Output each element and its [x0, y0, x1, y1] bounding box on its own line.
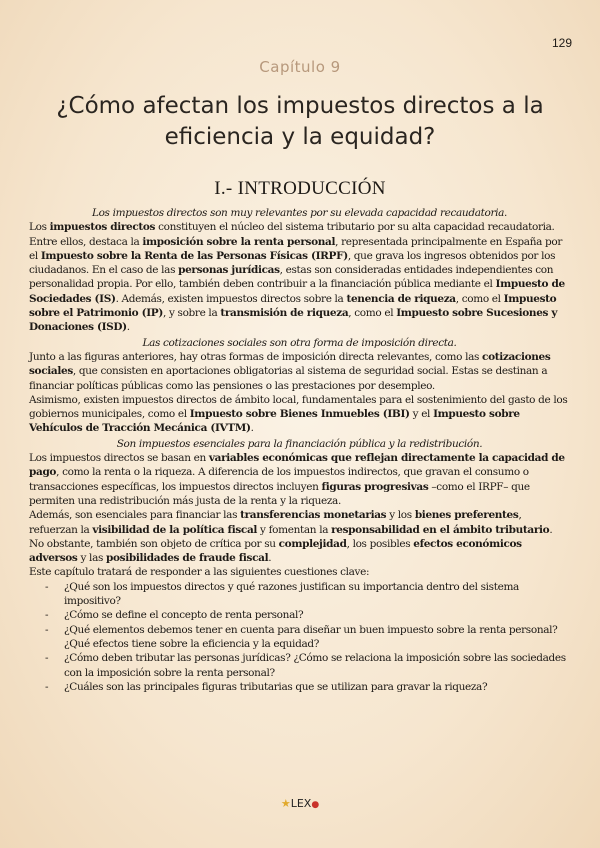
- bold-term: Impuesto sobre la Renta de las Personas Físicas (IRPF): [40, 249, 348, 262]
- paragraph-2: Junto a las figuras anteriores, hay otras formas de imposición directa relevantes, como las cotizaciones sociales, que consisten en aportaciones obligatorias al sistema de seguridad social. Estas se destinan a financiar políticas públicas como las pensiones o las prestaciones por desempleo.: [29, 350, 551, 392]
- question-item: - ¿Cómo se define el concepto de renta personal?: [29, 608, 570, 622]
- paragraph-4: Los impuestos directos se basan en variables económicas que reflejan directamente la capacidad de pago, como la renta o la riqueza. A diferencia de los impuestos indirectos, que gravan el consumo o transacciones específicas, los impuestos directos incluyen figuras progresivas –como el IRPF– que permiten una redistribución más justa de la renta y la riqueza.: [29, 452, 565, 507]
- title-line-1: ¿Cómo afectan los impuestos directos a la: [56, 93, 544, 119]
- question-item: - ¿Cómo deben tributar las personas jurídicas? ¿Cómo se relaciona la imposición sobre las sociedades con la imposición sobre la renta personal?: [29, 651, 570, 680]
- drop-icon: ●: [311, 800, 320, 810]
- bold-term: imposición sobre la renta personal: [142, 235, 336, 248]
- paragraph-1: Los impuestos directos constituyen el núcleo del sistema tributario por su alta capacidad recaudatoria. Entre ellos, destaca la imposición sobre la renta personal, representada principalmente en España por el Impuesto sobre la Renta de las Personas Físicas (IRPF), que grava los ingresos obtenidos por los ciudadanos. En el caso de las personas jurídicas, estas son consideradas entidades independientes con personalidad propia. Por ello, también deben contribuir a la financiación pública mediante el Impuesto de Sociedades (IS). Además, existen impuestos directos sobre la tenencia de riqueza, como el Impuesto sobre el Patrimonio (IP), y sobre la transmisión de riqueza, como el Impuesto sobre Sucesiones y Donaciones (ISD).: [29, 221, 565, 334]
- title-line-2: eficiencia y la equidad?: [164, 124, 436, 150]
- bold-term: efectos económicos adversos: [29, 537, 522, 565]
- question-item: - ¿Qué son los impuestos directos y qué razones justifican su importancia dentro del sistema impositivo?: [29, 580, 570, 609]
- publisher-logo: [0, 797, 600, 810]
- bold-term: visibilidad de la política fiscal: [92, 523, 258, 536]
- bold-term: tenencia de riqueza: [346, 292, 456, 305]
- bold-term: responsabilidad en el ámbito tributario: [331, 523, 550, 536]
- bold-term: complejidad: [278, 537, 347, 550]
- bold-term: figuras progresivas: [321, 480, 429, 493]
- star-icon: ★: [280, 797, 291, 810]
- page-number: 129: [551, 36, 572, 50]
- paragraph-6: Este capítulo tratará de responder a las siguientes cuestiones clave:: [29, 566, 370, 579]
- paragraph-5: Además, son esenciales para financiar las transferencias monetarias y los bienes preferentes, refuerzan la visibilidad de la política fiscal y fomentan la responsabilidad en el ámbito tributario. No obstante, también son objeto de crítica por su complejidad, los posibles efectos económicos adversos y las posibilidades de fraude fiscal.: [29, 509, 553, 565]
- bold-term: Impuesto sobre Sucesiones y Donaciones (ISD): [29, 307, 558, 334]
- paragraph-3: Asimismo, existen impuestos directos de ámbito local, fundamentales para el sostenimiento del gasto de los gobiernos municipales, como el Impuesto sobre Bienes Inmuebles (IBI) y el Impuesto sobre Vehículos de Tracción Mecánica (IVTM).: [29, 393, 568, 435]
- questions-list: [29, 580, 570, 694]
- bold-term: Impuesto sobre Vehículos de Tracción Mecánica (IVTM): [29, 408, 520, 435]
- chapter-label: Capítulo 9: [259, 58, 341, 76]
- subheading-1: Los impuestos directos son muy relevantes por su elevada capacidad recaudatoria.: [91, 207, 508, 219]
- body-text: [29, 205, 570, 694]
- bold-term: Impuesto de Sociedades (IS): [29, 278, 565, 305]
- question-item: - ¿Qué elementos debemos tener en cuenta para diseñar un buen impuesto sobre la renta personal? ¿Qué efectos tiene sobre la eficiencia y la equidad?: [29, 623, 570, 652]
- bold-term: bienes preferentes: [414, 509, 519, 522]
- question-item: - ¿Cuáles son las principales figuras tributarias que se utilizan para gravar la riqueza?: [29, 680, 570, 694]
- bold-term: transmisión de riqueza: [220, 307, 349, 320]
- page-title: [20, 91, 580, 153]
- logo-text: LEX: [290, 797, 312, 810]
- bold-term: cotizaciones sociales: [29, 350, 551, 378]
- bold-term: Impuesto sobre Bienes Inmuebles (IBI): [189, 408, 410, 421]
- bold-term: personas jurídicas: [178, 264, 280, 277]
- bold-term: posibilidades de fraude fiscal: [106, 552, 269, 565]
- bold-term: variables económicas que reflejan directamente la capacidad de pago: [29, 452, 565, 479]
- bold-term: transferencias monetarias: [240, 509, 387, 522]
- subheading-2: Las cotizaciones sociales son otra forma de imposición directa.: [142, 336, 457, 349]
- bold-term: impuestos directos: [49, 221, 156, 234]
- subheading-3: Son impuestos esenciales para la financiación pública y la redistribución.: [116, 437, 483, 450]
- bold-term: Impuesto sobre el Patrimonio (IP): [29, 292, 557, 320]
- section-heading: I.- INTRODUCCIÓN: [214, 178, 386, 199]
